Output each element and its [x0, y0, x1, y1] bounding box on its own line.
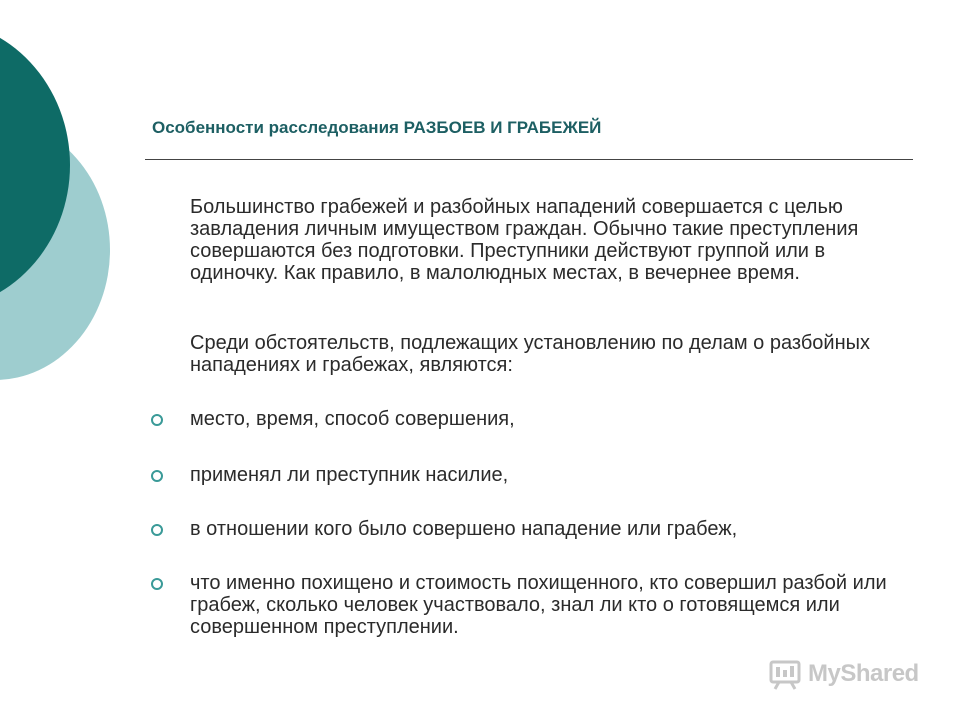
title-divider: [145, 159, 913, 160]
hollow-ring-icon: [150, 469, 164, 483]
hollow-ring-icon: [150, 523, 164, 537]
slide-title: Особенности расследования РАЗБОЕВ И ГРАБЕЖЕЙ: [152, 118, 602, 137]
list-item-text: место, время, способ совершения,: [190, 408, 515, 430]
hollow-ring-icon: [150, 413, 164, 427]
watermark-text: MyShared: [808, 660, 919, 687]
list-item-text: применял ли преступник насилие,: [190, 464, 509, 486]
watermark: [768, 656, 919, 692]
hollow-ring-icon: [150, 577, 164, 591]
list-item-text: в отношении кого было совершено нападение или грабеж,: [190, 518, 738, 540]
list-item-text: что именно похищено и стоимость похищенного, кто совершил разбой или грабеж, сколько человек участвовало, знал ли кто о готовящемся или совершенном преступлении.: [190, 572, 887, 638]
circumstances-paragraph: Среди обстоятельств, подлежащих установлению по делам о разбойных нападениях и грабежах, являются:: [190, 332, 870, 376]
intro-paragraph: Большинство грабежей и разбойных нападений совершается с целью завладения личным имуществом граждан. Обычно такие преступления совершаются без подготовки. Преступники действуют группой или в одиночку. Как правило, в малолюдных местах, в вечернее время.: [190, 196, 859, 284]
presentation-board-icon: [768, 657, 802, 691]
